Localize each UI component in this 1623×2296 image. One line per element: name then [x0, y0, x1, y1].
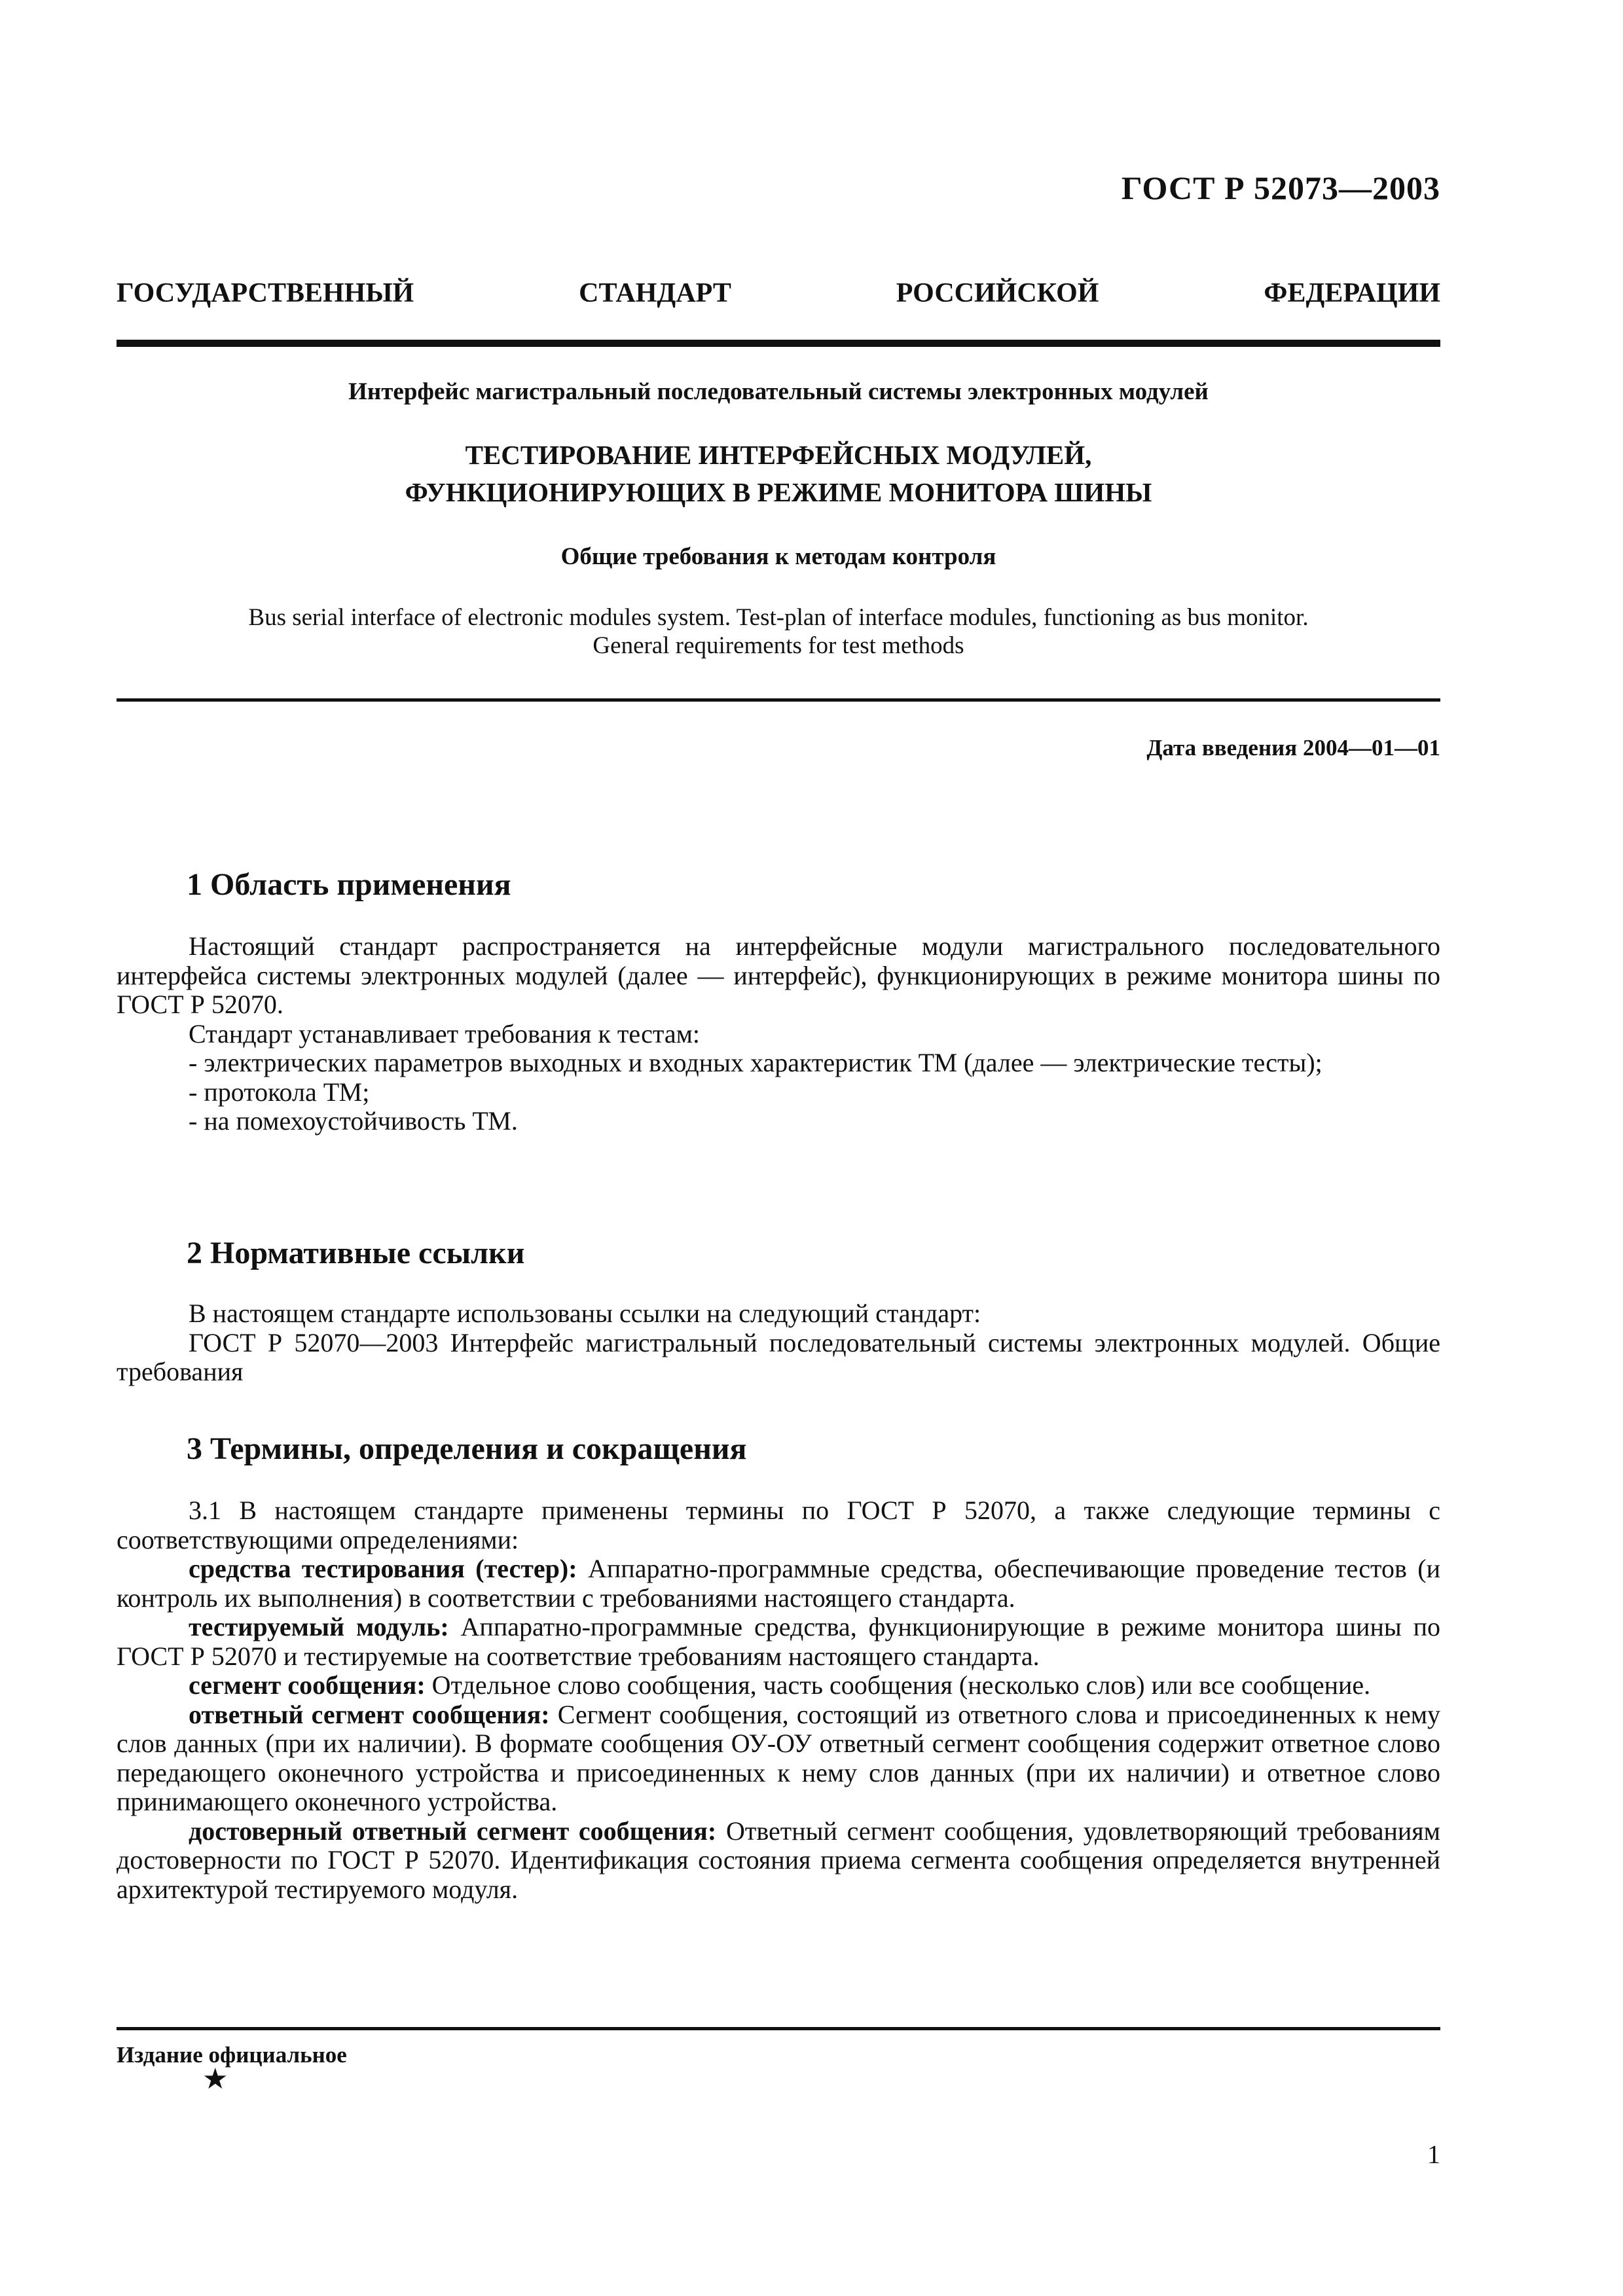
section-2-paragraph: В настоящем стандарте использованы ссылки на следующий стандарт:: [189, 1299, 981, 1328]
section-1-paragraph: Стандарт устанавливает требования к тестам:: [189, 1018, 701, 1049]
section-1-list-item: - на помехоустойчивость ТМ.: [189, 1106, 518, 1136]
state-standard-title: ГОСУДАРСТВЕННЫЙ СТАНДАРТ РОССИЙСКОЙ ФЕДЕРАЦИИ: [117, 278, 1440, 308]
definition: Ответный сегмент сообщения, удовлетворяющий требованиям достоверности по ГОСТ Р 52070. Идентификация состояния приема сегмента сообщения определяется внутренней архитектурой тестируемого модуля.: [117, 1816, 1440, 1904]
official-edition-label: Издание официальное: [117, 2042, 347, 2068]
section-1-list-item: - электрических параметров выходных и входных характеристик ТМ (далее — электрические тесты);: [189, 1048, 1322, 1077]
main-title-line-2: ФУНКЦИОНИРУЮЩИХ В РЕЖИМЕ МОНИТОРА ШИНЫ: [405, 477, 1152, 507]
main-title: [117, 437, 1440, 511]
section-1-body: [117, 932, 1440, 1136]
term: достоверный ответный сегмент сообщения:: [189, 1816, 717, 1846]
section-2-reference: ГОСТ Р 52070—2003 Интерфейс магистральный последовательный системы электронных модулей. Общие требования: [117, 1327, 1440, 1386]
section-1-heading: 1 Область применения: [187, 867, 511, 902]
title-divider: [117, 698, 1440, 702]
main-title-line-1: ТЕСТИРОВАНИЕ ИНТЕРФЕЙСНЫХ МОДУЛЕЙ,: [465, 440, 1092, 470]
definition: Аппаратно-программные средства, функционирующие в режиме монитора шины по ГОСТ Р 52070 и тестируемые на соответствие требованиям настоящего стандарта.: [117, 1612, 1441, 1671]
subtitle-bottom: Общие требования к методам контроля: [560, 543, 996, 570]
section-1-list-item: - протокола ТМ;: [189, 1077, 370, 1107]
gost-number: ГОСТ Р 52073—2003: [1121, 170, 1440, 206]
section-3-heading: 3 Термины, определения и сокращения: [187, 1431, 747, 1466]
introduction-date: Дата введения 2004—01—01: [1146, 735, 1440, 761]
term: сегмент сообщения:: [189, 1670, 426, 1700]
term-definition: [117, 1700, 1440, 1817]
term-definition: [117, 1671, 1440, 1700]
term: тестируемый модуль:: [189, 1612, 449, 1641]
section-3-paragraph: 3.1 В настоящем стандарте применены термины по ГОСТ Р 52070, а также следующие термины с соответствующими определениями:: [117, 1496, 1440, 1554]
definition: Сегмент сообщения, состоящий из ответного слова и присоединенных к нему слов данных (при их наличии). В формате сообщения ОУ-ОУ ответный сегмент сообщения содержит ответное слово передающего оконечного устройства и присоединенных к нему слов данных (при их наличии) и ответное слово принимающего оконечного устройства.: [117, 1699, 1441, 1816]
definition: Отдельное слово сообщения, часть сообщения (несколько слов) или все сообщение.: [431, 1670, 1371, 1700]
term-definition: [117, 1554, 1440, 1613]
english-title-line-2: General requirements for test methods: [593, 632, 964, 659]
term-definition: [117, 1817, 1440, 1905]
term: средства тестирования (тестер):: [189, 1554, 577, 1583]
footer-divider: [117, 2027, 1440, 2030]
page-number: 1: [1427, 2140, 1440, 2169]
section-1-paragraph: Настоящий стандарт распространяется на интерфейсные модули магистрального последовательного интерфейса системы электронных модулей (далее — интерфейс), функционирующих в режиме монитора шины по ГОСТ Р 52070.: [117, 931, 1440, 1019]
term: ответный сегмент сообщения:: [189, 1699, 550, 1729]
english-title-line-1: Bus serial interface of electronic modules system. Test-plan of interface modules, functioning as bus monitor.: [248, 604, 1309, 631]
section-2-heading: 2 Нормативные ссылки: [187, 1236, 525, 1270]
definition: Аппаратно-программные средства, обеспечивающие проведение тестов (и контроль их выполнения) в соответствии с требованиями настоящего стандарта.: [117, 1554, 1441, 1613]
subtitle-top: Интерфейс магистральный последовательный системы электронных модулей: [348, 378, 1209, 405]
term-definition: [117, 1613, 1440, 1671]
star-icon: ★: [202, 2063, 228, 2095]
english-title: [117, 603, 1440, 660]
header-divider: [117, 340, 1440, 347]
document-page: [117, 0, 1440, 2296]
section-2-body: [117, 1299, 1440, 1387]
section-3-body: [117, 1496, 1440, 1904]
